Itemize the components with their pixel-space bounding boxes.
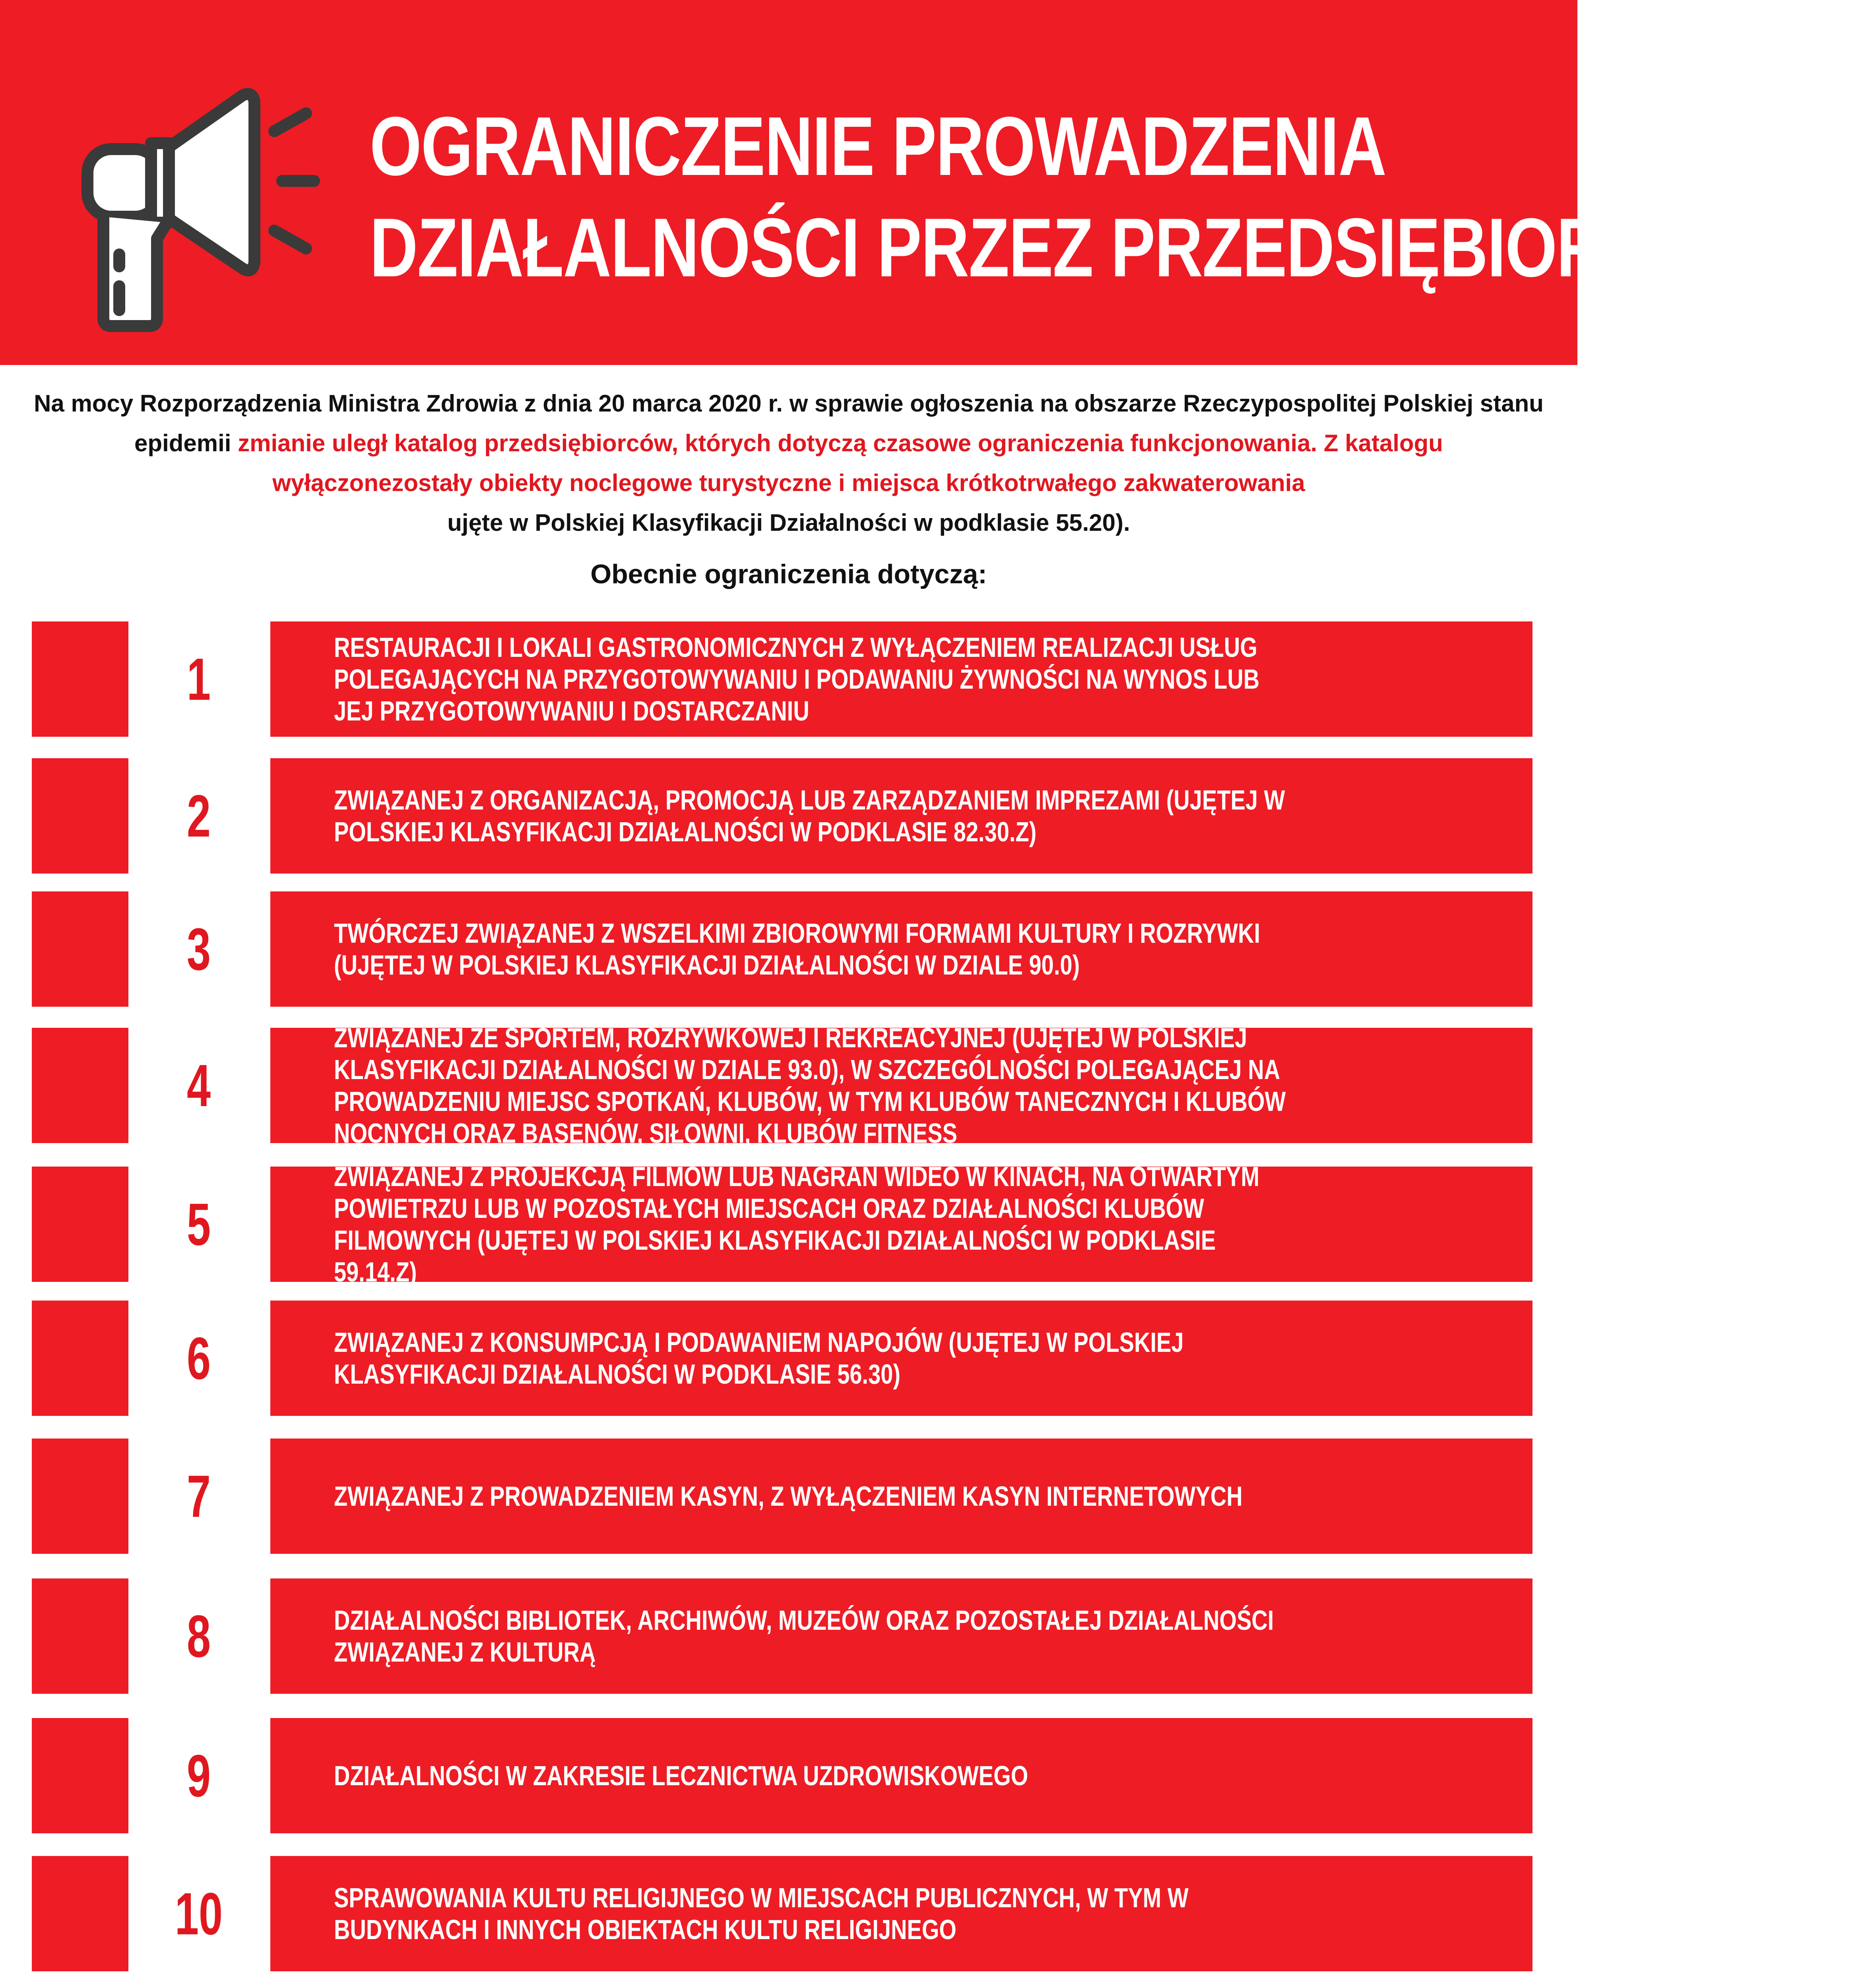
item-bar (270, 621, 1532, 737)
list-item (0, 1578, 1577, 1694)
item-text: DZIAŁALNOŚCI W ZAKRESIE LECZNICTWA UZDROWISKOWEGO (334, 1760, 1028, 1791)
list-item (0, 891, 1577, 1007)
item-text: SPRAWOWANIA KULTU RELIGIJNEGO W MIEJSCACH PUBLICZNYCH, W TYM W BUDYNKACH I INNYCH OBIEKTACH KULTU RELIGIJNEGO (334, 1882, 1189, 1945)
item-bar (270, 1578, 1532, 1694)
subheading: Obecnie ograniczenia dotyczą: (590, 559, 987, 589)
item-bar (270, 891, 1532, 1007)
item-marker (32, 1301, 128, 1416)
megaphone-icon (76, 80, 322, 338)
item-marker (32, 621, 128, 737)
item-marker (32, 1028, 128, 1143)
page-title (370, 95, 1765, 298)
item-number: 6 (186, 1324, 211, 1392)
intro-highlight: zmianie uległ katalog przedsiębiorców, których dotyczą czasowe ograniczenia funkcjonowania. Z katalogu wyłączonezostały obiekty noclegowe turystyczne i miejsca krótkotrwałego zakwaterowania (238, 430, 1443, 496)
list-item (0, 1856, 1577, 1971)
item-marker (32, 1167, 128, 1282)
list-item (0, 1301, 1577, 1416)
item-number: 3 (186, 915, 211, 982)
item-bar (270, 758, 1532, 874)
intro-text-end: ujęte w Polskiej Klasyfikacji Działalności w podklasie 55.20). (447, 509, 1130, 536)
item-marker (32, 1578, 128, 1694)
item-number: 8 (186, 1602, 211, 1670)
item-text: ZWIĄZANEJ Z PROWADZENIEM KASYN, Z WYŁĄCZENIEM KASYN INTERNETOWYCH (334, 1481, 1243, 1512)
item-bar (270, 1439, 1532, 1554)
intro-paragraph (32, 384, 1546, 543)
item-marker (32, 1856, 128, 1971)
list-item (0, 1022, 1577, 1149)
item-marker (32, 891, 128, 1007)
item-number: 10 (175, 1880, 223, 1947)
list-item (0, 1439, 1577, 1554)
item-number: 4 (186, 1052, 211, 1119)
item-bar (270, 1301, 1532, 1416)
list-item (0, 1718, 1577, 1833)
item-bar (270, 1022, 1532, 1149)
item-marker (32, 758, 128, 874)
intro-text: Na mocy Rozporządzenia Ministra Zdrowia z dnia 20 marca 2020 r. w sprawie ogłoszenia na obszarze Rzeczypospolitej Polskiej stanu epidemii (34, 390, 1544, 456)
header-banner (0, 0, 1765, 365)
list-item (0, 1161, 1577, 1287)
item-bar (270, 1718, 1532, 1833)
item-text: ZWIĄZANEJ Z KONSUMPCJĄ I PODAWANIEM NAPOJÓW (UJĘTEJ W POLSKIEJ KLASYFIKACJI DZIAŁALNOŚCI W PODKLASIE 56.30) (334, 1327, 1184, 1390)
item-bar (270, 1161, 1532, 1287)
title-line-1: OGRANICZENIE PROWADZENIA (370, 99, 1386, 193)
item-number: 5 (186, 1190, 211, 1258)
item-text: ZWIĄZANEJ Z ORGANIZACJĄ, PROMOCJĄ LUB ZARZĄDZANIEM IMPREZAMI (UJĘTEJ W POLSKIEJ KLASYFIKACJI DZIAŁALNOŚCI W PODKLASIE 82.30.Z) (334, 784, 1285, 847)
item-marker (32, 1718, 128, 1833)
item-number: 7 (186, 1462, 211, 1530)
list-item (0, 758, 1577, 874)
item-number: 9 (186, 1742, 211, 1809)
list-item (0, 621, 1577, 737)
item-text: ZWIĄZANEJ ZE SPORTEM, ROZRYWKOWEJ I REKREACYJNEJ (UJĘTEJ W POLSKIEJ KLASYFIKACJI DZIAŁALNOŚCI W DZIALE 93.0), W SZCZEGÓLNOŚCI POLEGAJĄCEJ NA PROWADZENIU MIEJSC SPOTKAŃ, KLUBÓW, W TYM KLUBÓW TANECZNYCH I KLUBÓW NOCNYCH ORAZ BASENÓW, SIŁOWNI, KLUBÓW FITNESS (334, 1022, 1286, 1149)
item-text: DZIAŁALNOŚCI BIBLIOTEK, ARCHIWÓW, MUZEÓW ORAZ POZOSTAŁEJ DZIAŁALNOŚCI ZWIĄZANEJ Z KULTURĄ (334, 1605, 1274, 1668)
title-line-2: DZIAŁALNOŚCI PRZEZ PRZEDSIĘBIORCÓW (370, 201, 1765, 294)
item-marker (32, 1439, 128, 1554)
item-text: TWÓRCZEJ ZWIĄZANEJ Z WSZELKIMI ZBIOROWYMI FORMAMI KULTURY I ROZRYWKI (UJĘTEJ W POLSKIEJ KLASYFIKACJI DZIAŁALNOŚCI W DZIALE 90.0) (334, 918, 1261, 980)
item-text: ZWIĄZANEJ Z PROJEKCJĄ FILMÓW LUB NAGRAŃ WIDEO W KINACH, NA OTWARTYM POWIETRZU LUB W POZOSTAŁYCH MIEJSCACH ORAZ DZIAŁALNOŚCI KLUBÓW FILMOWYCH (UJĘTEJ W POLSKIEJ KLASYFIKACJI DZIAŁALNOŚCI W PODKLASIE 59.14.Z) (334, 1161, 1260, 1287)
item-text: RESTAURACJI I LOKALI GASTRONOMICZNYCH Z WYŁĄCZENIEM REALIZACJI USŁUG POLEGAJĄCYCH NA PRZYGOTOWYWANIU I PODAWANIU ŻYWNOŚCI NA WYNOS LUB JEJ PRZYGOTOWYWANIU I DOSTARCZANIU (334, 632, 1260, 726)
item-bar (270, 1856, 1532, 1971)
item-number: 1 (186, 645, 211, 712)
item-number: 2 (186, 782, 211, 849)
